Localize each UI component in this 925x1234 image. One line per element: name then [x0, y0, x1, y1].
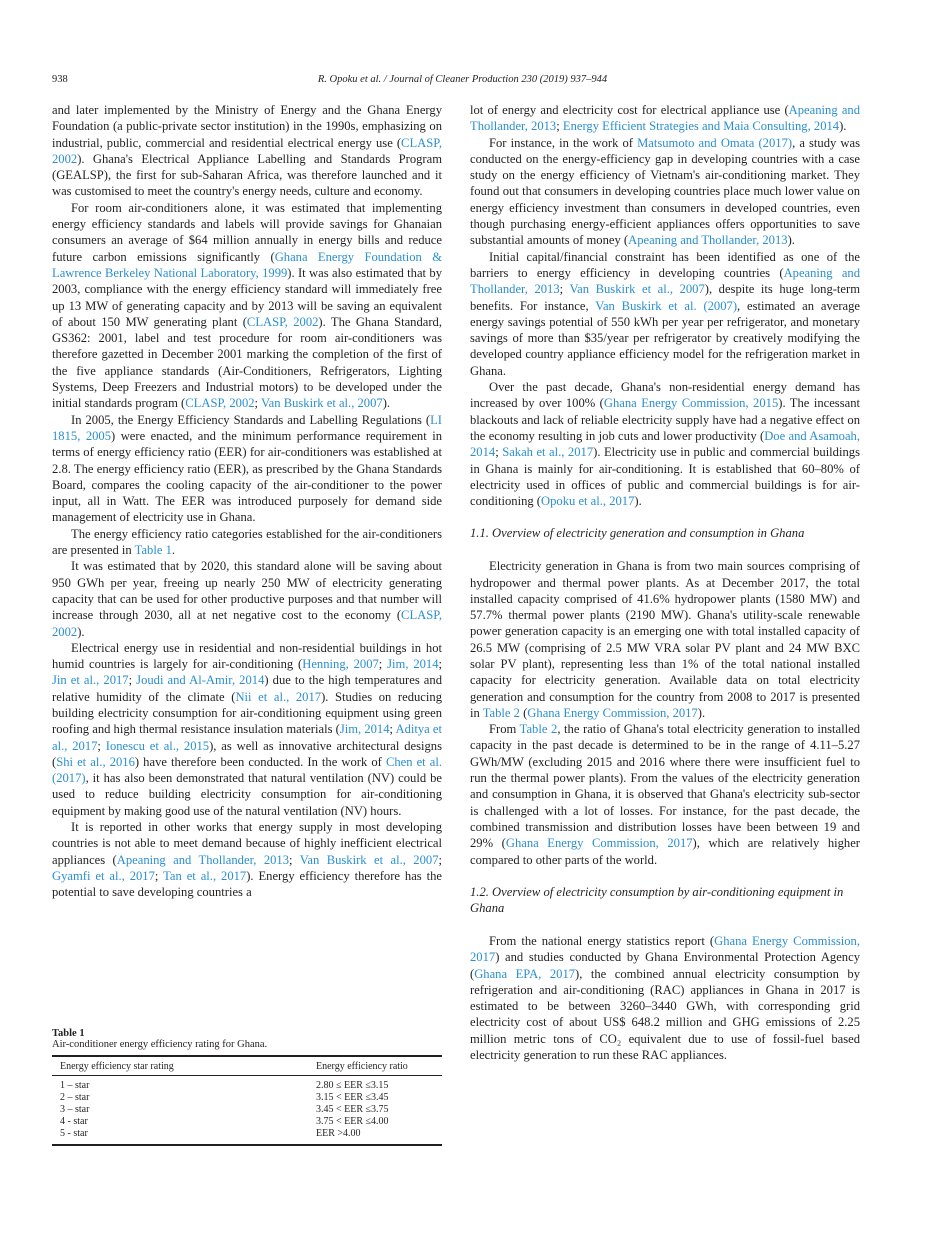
citation-link[interactable]: Chen et al. (2017)	[52, 754, 442, 786]
paragraph: Electricity generation in Ghana is from two main sources comprising of hydropower and thermal power plants. As at December 2017, the total installed capacity comprised of 41.6% hydropower plants (1580 MW) and 57.7% thermal power plants (2190 MW). Ghana's utility-scale renewable power generation capacity is an emerging one with total installed capacity of 26.5 MW (comprising of 2.5 MW VRA solar PV plant and 24 MW BXC solar PV plant), representing less than 1% of the total national installed capacity for electricity generation. Available data on total electricity generation and consumption for the country from 2008 to 2017 is presented in Table 2 (Ghana Energy Commission, 2017).	[470, 559, 860, 720]
column-header: Energy efficiency star rating	[52, 1056, 308, 1076]
citation-link[interactable]: Van Buskirk et al. (2007)	[595, 298, 738, 313]
citation-link[interactable]: Jin et al., 2017	[52, 673, 129, 688]
paragraph: In 2005, the Energy Efficiency Standards and Labelling Regulations (LI 1815, 2005) were enacted, and the minimum performance requirement in terms of energy efficiency ratio (EER) for air-conditioners was established at 2.8. The energy efficiency ratio (EER), as prescribed by the Ghana Standards Board, compares the cooling capacity of the air-conditioner to the power input, all in Watt. The EER was introduced purposely for demand side management of electricity use in Ghana.	[52, 412, 442, 525]
paragraph: For instance, in the work of Matsumoto and Omata (2017), a study was conducted on the energy-efficiency gap in developing countries with a case study on the energy efficiency of Vietnam's air-conditioning market. They found out that consumers in developing countries place much lower value on energy efficiency investment than consumers in developed countries, even though purchasing energy-efficient appliances offers opportunities to save substantial amounts of money (Apeaning and Thollander, 2013).	[470, 135, 860, 248]
citation-link[interactable]: Matsumoto and Omata (2017)	[637, 135, 793, 150]
citation-link[interactable]: Apeaning and Thollander, 2013	[470, 265, 860, 297]
paragraph: It is reported in other works that energy supply in most developing countries is not able to meet demand because of highly inefficient electrical appliances (Apeaning and Thollander, 2013; Van Buskirk et al., 2007; Gyamfi et al., 2017; Tan et al., 2017). Energy efficiency therefore has the potential to save developing countries a	[52, 820, 443, 900]
rating-cell: 2 – star	[60, 1092, 90, 1103]
citation-link[interactable]: Ghana Energy Commission, 2017	[527, 705, 698, 720]
paragraph: For room air-conditioners alone, it was estimated that implementing energy efficiency standards and labels will provide savings for Ghanaian consumers an average of $64 million annually in energy bills and reduce future carbon emissions significantly (Ghana Energy Foundation & Lawrence Berkeley National Laboratory, 1999). It was also estimated that by 2003, compliance with the energy efficiency standard will immediately free up 13 MW of generating capacity and by 2013 will be saving an equivalent of about 150 MW generating plant (CLASP, 2002). The Ghana Standard, GS362: 2001, label and test procedure for room air-conditioners was therefore gazetted in December 2001 marking the completion of the first of the five appliance standards (Air-Conditioners, Refrigerators, Lighting Systems, Deep Freezers and Industrial motors) to be developed under the initial standards program (CLASP, 2002; Van Buskirk et al., 2007).	[52, 200, 442, 411]
left-column	[52, 102, 442, 901]
table-1	[52, 1028, 442, 1146]
rating-cell: 5 - star	[60, 1128, 88, 1139]
citation-link[interactable]: Sakah et al., 2017	[502, 445, 594, 460]
paragraph: The energy efficiency ratio categories established for the air-conditioners are presented in Table 1.	[52, 526, 442, 558]
page-number: 938	[52, 74, 68, 85]
citation-link[interactable]: Van Buskirk et al., 2007	[569, 282, 705, 297]
running-head: R. Opoku et al. / Journal of Cleaner Production 230 (2019) 937–944	[317, 74, 608, 85]
eer-cell: EER >4.00	[316, 1128, 361, 1139]
citation-link[interactable]: Tan et al., 2017	[163, 868, 247, 883]
citation-link[interactable]: CLASP, 2002	[52, 135, 442, 166]
citation-link[interactable]: Doe and Asamoah, 2014	[470, 428, 861, 460]
citation-link[interactable]: Van Buskirk et al., 2007	[299, 852, 439, 867]
citation-link[interactable]: Van Buskirk et al., 2007	[260, 396, 383, 411]
eer-cell: 3.15 < EER ≤3.45	[316, 1092, 389, 1103]
section-heading: 1.1. Overview of electricity generation and consumption in Ghana	[470, 526, 805, 541]
paragraph: Electrical energy use in residential and non-residential buildings in hot humid countries is largely for air-conditioning (Henning, 2007; Jim, 2014; Jin et al., 2017; Joudi and Al-Amir, 2014) due to the high temperatures and relative humidity of the climate (Nii et al., 2017). Studies on reducing building electricity consumption for air-conditioning equipment using green roofing and high thermal resistance insulation materials (Jim, 2014; Aditya et al., 2017; Ionescu et al., 2015), as well as innovative architectural designs (Shi et al., 2016) have therefore been conducted. In the work of Chen et al. (2017), it has also been demonstrated that natural ventilation (NV) could be used to reduce building electricity consumption for air-conditioning equipment by making good use of the natural ventilation (NV) hours.	[52, 640, 443, 818]
citation-link[interactable]: Shi et al., 2016	[56, 754, 135, 769]
citation-link[interactable]: CLASP, 2002	[246, 314, 319, 329]
citation-link[interactable]: Nii et al., 2017	[235, 689, 322, 704]
rating-cell: 3 – star	[60, 1104, 90, 1115]
efficiency-table	[52, 1055, 442, 1146]
paragraph: lot of energy and electricity cost for electrical appliance use (Apeaning and Thollander, 2013; Energy Efficient Strategies and Maia Consulting, 2014).	[470, 103, 860, 134]
citation-link[interactable]: Energy Efficient Strategies and Maia Consulting, 2014	[562, 119, 840, 134]
eer-cell: 3.45 < EER ≤3.75	[316, 1104, 389, 1115]
citation-link[interactable]: Aditya et al., 2017	[52, 722, 443, 753]
table-row	[52, 1116, 442, 1128]
citation-link[interactable]: Ghana Energy Commission, 2015	[603, 396, 779, 411]
paragraph: Initial capital/financial constraint has been identified as one of the barriers to energy efficiency in developing countries (Apeaning and Thollander, 2013; Van Buskirk et al., 2007), despite its huge long-term benefits. For instance, Van Buskirk et al. (2007), estimated an average energy savings potential of 550 kWh per year per refrigerator, and monetary savings of more than $35/year per refrigerator by creatively modifying the developed country appliance efficiency model for the refrigeration market in Ghana.	[470, 249, 861, 378]
citation-link[interactable]: Ghana Energy Foundation & Lawrence Berkeley National Laboratory, 1999	[52, 249, 442, 280]
right-column	[470, 102, 860, 1063]
citation-link[interactable]: CLASP, 2002	[185, 396, 255, 411]
citation-link[interactable]: Table 2	[482, 705, 520, 720]
citation-link[interactable]: Apeaning and Thollander, 2013	[628, 233, 788, 248]
citation-link[interactable]: Jim, 2014	[387, 657, 439, 672]
citation-link[interactable]: Apeaning and Thollander, 2013	[470, 103, 860, 134]
section-heading: 1.2. Overview of electricity consumption by air-conditioning equipment in Ghana	[470, 884, 844, 916]
paragraph: From Table 2, the ratio of Ghana's total electricity generation to installed capacity in the past decade is determined to be in the range of 4.11–5.27 GWh/MW (excluding 2015 and 2016 where there were insufficient fuel to run the thermal power plants). From the values of the electricity generation and consumption in Ghana, it is observed that Ghana's electricity sub-sector is challenged with a lot of losses. For instance, for the past decade, the combined transmission and distribution losses have been between 19 and 29% (Ghana Energy Commission, 2017), which are relatively higher compared to other parts of the world.	[470, 722, 860, 867]
citation-link[interactable]: Apeaning and Thollander, 2013	[116, 852, 290, 867]
citation-link[interactable]: Ionescu et al., 2015	[105, 738, 210, 753]
citation-link[interactable]: LI 1815, 2005	[52, 412, 442, 443]
citation-link[interactable]: Gyamfi et al., 2017	[52, 868, 155, 883]
table-header-row	[52, 1056, 442, 1076]
table-caption: Air-conditioner energy efficiency rating for Ghana.	[52, 1039, 268, 1050]
citation-link[interactable]: Ghana Energy Commission, 2017	[505, 836, 693, 851]
citation-link[interactable]: Ghana Energy Commission, 2017	[470, 933, 861, 965]
citation-link[interactable]: Joudi and Al-Amir, 2014	[136, 673, 265, 688]
citation-link[interactable]: Table 2	[519, 722, 558, 737]
citation-link[interactable]: Opoku et al., 2017	[541, 494, 635, 509]
table-row	[52, 1128, 442, 1145]
table-row	[52, 1104, 442, 1116]
paragraph: and later implemented by the Ministry of Energy and the Ghana Energy Foundation (a public-private sector institution) in the 1990s, emphasizing on industrial, public, commercial and residential electrical energy use (CLASP, 2002). Ghana's Electrical Appliance Labelling and Standards Program (GEALSP), the first for sub-Saharan Africa, was therefore launched and it was customised to meet the country's energy needs, culture and economy.	[52, 103, 442, 199]
paragraph: Over the past decade, Ghana's non-residential energy demand has increased by over 100% (Ghana Energy Commission, 2015). The incessant blackouts and lack of reliable electricity supply have had a negative effect on the economy resulting in job cuts and lower productivity (Doe and Asamoah, 2014; Sakah et al., 2017). Electricity use in public and commercial buildings in Ghana is mainly for air-conditioning. It is established that 60–80% of electricity used in offices of public and commercial buildings is for air-conditioning (Opoku et al., 2017).	[470, 380, 861, 509]
citation-link[interactable]: Henning, 2007	[302, 657, 379, 672]
paragraph: It was estimated that by 2020, this standard alone will be saving about 950 GWh per year, freeing up nearly 250 MW of electricity generating capacity that can be used for other productive purposes and that number will increase through 2030, all at net negative cost to the economy (CLASP, 2002).	[52, 559, 442, 639]
table-label: Table 1	[52, 1028, 85, 1039]
citation-link[interactable]: CLASP, 2002	[52, 608, 442, 639]
eer-cell: 3.75 < EER ≤4.00	[316, 1116, 389, 1127]
table-row	[52, 1076, 442, 1093]
citation-link[interactable]: Jim, 2014	[339, 722, 390, 737]
rating-cell: 4 - star	[60, 1116, 88, 1127]
paragraph: From the national energy statistics report (Ghana Energy Commission, 2017) and studies conducted by Ghana Environmental Protection Agency (Ghana EPA, 2017), the combined annual electricity consumption by refrigeration and air-conditioning (RAC) appliances in Ghana in 2017 is estimated to be between 3260–3440 GWh, with corresponding grid electricity cost of about US$ 648.2 million and GHG emissions of 2.25 million metric tons of CO₂ equivalent due to use of fossil-fuel based electricity generation to run these RAC appliances.	[470, 933, 861, 1063]
citation-link[interactable]: Ghana EPA, 2017	[474, 966, 576, 981]
citation-link[interactable]: Table 1	[134, 543, 172, 558]
table-row	[52, 1092, 442, 1104]
eer-cell: 2.80 ≤ EER ≤3.15	[316, 1080, 389, 1091]
column-header: Energy efficiency ratio	[308, 1056, 442, 1076]
rating-cell: 1 – star	[60, 1080, 90, 1091]
